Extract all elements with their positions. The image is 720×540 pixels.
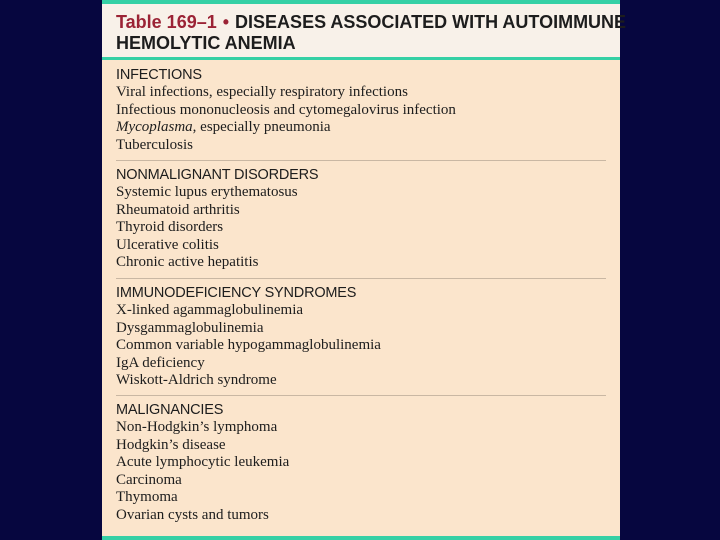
table-title-line-1 [116, 12, 626, 32]
list-item: Carcinoma [116, 471, 182, 488]
table-title-line-2 [116, 33, 296, 53]
section-heading: IMMUNODEFICIENCY SYNDROMES [116, 285, 357, 301]
section-malignancies [116, 401, 289, 524]
list-item: Common variable hypogammaglobulinemia [116, 337, 381, 353]
list-item-italic: Mycoplasma [116, 119, 193, 135]
list-item: Thyroid disorders [116, 219, 224, 235]
list-item: Dysgammaglobulinemia [116, 319, 264, 336]
section-immunodeficiency-syndromes [116, 284, 381, 390]
section-divider [116, 395, 606, 396]
list-item: IgA deficiency [116, 354, 205, 371]
section-heading: INFECTIONS [116, 67, 202, 83]
list-item: X-linked agammaglobulinemia [116, 302, 304, 318]
table-title-text-1: DISEASES ASSOCIATED WITH AUTOIMMUNE [235, 12, 627, 32]
list-item-rest: , especially pneumonia [192, 119, 331, 135]
list-item: Rheumatoid arthritis [116, 201, 240, 218]
list-item: Acute lymphocytic leukemia [116, 454, 290, 470]
list-item [116, 119, 456, 137]
section-divider [116, 160, 606, 161]
list-item: Systemic lupus erythematosus [116, 184, 298, 200]
section-nonmalignant-disorders [116, 166, 318, 272]
list-item: Chronic active hepatitis [116, 254, 259, 270]
list-item: Viral infections, especially respiratory infections [116, 84, 408, 100]
bottom-rule [102, 536, 620, 540]
section-divider [116, 278, 606, 279]
list-item: Infectious mononucleosis and cytomegalovirus infection [116, 101, 456, 118]
table-title-text-2: HEMOLYTIC ANEMIA [116, 33, 296, 53]
title-bullet-icon: • [222, 12, 230, 32]
list-item: Thymoma [116, 489, 178, 505]
list-item: Hodgkin’s disease [116, 436, 226, 453]
section-infections [116, 66, 456, 154]
list-item: Wiskott-Aldrich syndrome [116, 372, 277, 388]
table-title-area [102, 0, 627, 60]
section-heading: NONMALIGNANT DISORDERS [116, 167, 319, 183]
list-item: Ulcerative colitis [116, 236, 219, 253]
list-item: Non-Hodgkin’s lymphoma [116, 419, 278, 435]
table-card [102, 0, 627, 540]
list-item: Tuberculosis [116, 136, 193, 153]
section-heading: MALIGNANCIES [116, 402, 224, 418]
list-item: Ovarian cysts and tumors [116, 506, 269, 523]
table-number-label: Table 169–1 [116, 12, 217, 32]
